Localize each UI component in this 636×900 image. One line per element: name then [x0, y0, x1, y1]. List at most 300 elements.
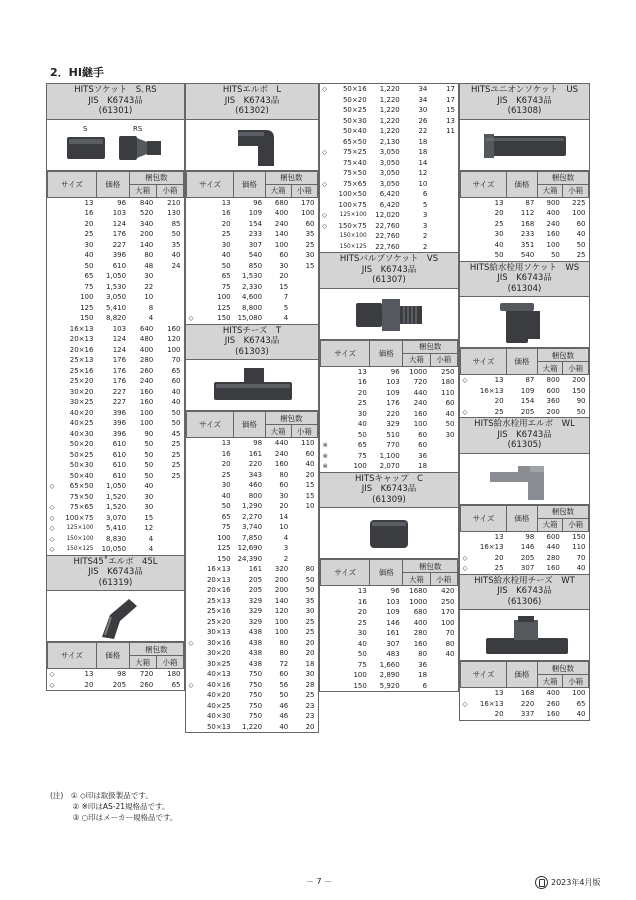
- product-jis: JIS K6743品: [361, 264, 417, 275]
- price-cell: 176: [112, 377, 127, 385]
- large-box-cell: 320: [274, 565, 289, 573]
- section-title: 2．HI継手: [50, 66, 104, 79]
- table-row: [187, 543, 318, 554]
- large-box-cell: 30: [418, 106, 428, 114]
- small-box-cell: 130: [167, 209, 181, 217]
- large-box-cell: 100: [139, 419, 154, 427]
- size-cell: 30×13: [206, 628, 231, 636]
- marker: ◇: [322, 179, 327, 188]
- marker: [320, 137, 331, 148]
- small-box-cell: [156, 303, 183, 314]
- price-cell: 5,410: [106, 303, 127, 312]
- price-cell: 1,220: [379, 116, 400, 125]
- marker: [321, 660, 332, 671]
- size-cell: 125×100: [339, 212, 367, 218]
- small-box-cell: 25: [305, 617, 315, 626]
- large-box-cell: 160: [413, 639, 428, 648]
- size-cell: 75×50: [69, 492, 94, 501]
- product-code: (61301): [98, 106, 133, 116]
- price-cell: 540: [248, 251, 263, 259]
- elbow-title: [186, 84, 318, 120]
- cap-image-area: [320, 508, 458, 559]
- table-row: [187, 659, 318, 670]
- price-cell: 8,830: [106, 534, 127, 543]
- price-cell: 96: [253, 198, 263, 207]
- marker: [321, 366, 332, 377]
- price-cell: 337: [520, 710, 535, 718]
- socket-label-s: S: [83, 124, 88, 133]
- table-row: [48, 513, 184, 524]
- small-box-cell: [430, 158, 458, 169]
- size-cell: 13: [84, 198, 94, 207]
- marker: [48, 219, 59, 230]
- marker: [187, 722, 197, 733]
- table-row: [187, 512, 318, 523]
- small-box-cell: [430, 670, 457, 681]
- marker: [48, 345, 59, 356]
- small-box-cell: [430, 147, 458, 158]
- large-box-cell: 4: [148, 314, 154, 322]
- table-row: [461, 240, 589, 251]
- table-row: [187, 564, 318, 575]
- size-cell: 40×25: [206, 701, 231, 710]
- product-name: HITSエルボ L: [222, 85, 282, 95]
- price-cell: 8,820: [106, 314, 127, 322]
- size-cell: 65×50: [342, 137, 367, 146]
- price-cell: 3,050: [106, 293, 127, 301]
- elbow45-title: [47, 556, 184, 592]
- product-code: (61302): [235, 106, 269, 116]
- size-cell: 125×100: [66, 525, 94, 531]
- size-cell: 16×13: [206, 565, 231, 573]
- marker: [461, 250, 471, 261]
- large-box-cell: 400: [413, 618, 428, 627]
- marker: [321, 597, 332, 608]
- product-code: (61319): [98, 577, 133, 588]
- size-cell: 25×13: [69, 356, 94, 364]
- small-box-cell: 160: [167, 324, 181, 333]
- small-box-cell: 15: [305, 481, 315, 489]
- table-row: [321, 597, 458, 608]
- table-row: [187, 208, 318, 219]
- product-code: (61303): [235, 346, 269, 357]
- union-socket-image-area: [460, 120, 589, 171]
- large-box-cell: 60: [418, 430, 428, 439]
- marker: [48, 387, 59, 398]
- product-code: (61308): [507, 106, 542, 116]
- table-row: [321, 681, 458, 692]
- large-box-cell: 18: [418, 462, 428, 470]
- large-box-cell: 4: [283, 314, 289, 322]
- size-cell: 40: [357, 639, 367, 648]
- table-header-row: [321, 560, 458, 573]
- valve-socket-product: [319, 253, 459, 473]
- size-cell: 75×65: [342, 179, 367, 188]
- size-header: サイズ: [461, 662, 507, 688]
- large-box-cell: 50: [279, 691, 289, 699]
- faucet-socket-product-image: [460, 297, 591, 347]
- marker: [461, 688, 471, 699]
- table-row: [187, 282, 318, 293]
- valve-socket-image-area: [320, 289, 458, 340]
- price-cell: 483: [386, 650, 400, 658]
- marker: [48, 250, 59, 261]
- marker: [321, 670, 332, 681]
- large-box-cell: 240: [274, 219, 289, 228]
- table-row: [320, 126, 458, 137]
- size-cell: 16×13: [69, 324, 94, 333]
- price-cell: 3,050: [379, 158, 400, 167]
- size-cell: 20×13: [69, 335, 94, 343]
- table-header-row: [48, 171, 184, 184]
- small-box-cell: 45: [171, 429, 181, 438]
- marker: [461, 396, 471, 407]
- price-cell: 540: [520, 251, 535, 259]
- large-box-cell: 1680: [409, 587, 428, 595]
- marker: [48, 471, 59, 482]
- table-row: [48, 481, 184, 492]
- size-cell: 40: [357, 420, 367, 428]
- table-row: [48, 376, 184, 387]
- table-row: [48, 471, 184, 482]
- large-box-header: 大箱: [537, 518, 563, 531]
- large-box-cell: 200: [274, 586, 289, 594]
- small-box-header: 小箱: [563, 518, 589, 531]
- large-box-cell: 18: [418, 137, 428, 146]
- marker: [48, 450, 59, 461]
- table-row: [461, 396, 589, 407]
- small-box-cell: 150: [572, 386, 586, 395]
- large-box-cell: 200: [274, 575, 289, 584]
- small-box-cell: 70: [576, 553, 586, 562]
- size-cell: 25: [357, 399, 367, 407]
- tee-image-area: [186, 360, 318, 411]
- table-row: [187, 585, 318, 596]
- table-row: [321, 670, 458, 681]
- table-row: [187, 722, 318, 733]
- marker: [187, 690, 197, 701]
- large-box-cell: 60: [279, 251, 289, 259]
- large-box-cell: 800: [546, 376, 560, 384]
- large-box-cell: 260: [546, 699, 560, 708]
- marker: ◇: [322, 148, 327, 156]
- small-box-cell: 25: [171, 461, 181, 469]
- marker: [48, 208, 59, 219]
- size-cell: 40: [84, 251, 94, 259]
- table-row: [187, 250, 318, 261]
- size-cell: 20: [494, 209, 504, 217]
- price-cell: 1,290: [242, 502, 263, 510]
- small-box-cell: 25: [576, 251, 586, 259]
- size-cell: 16: [357, 597, 367, 606]
- price-cell: 87: [525, 198, 535, 207]
- small-box-cell: 25: [305, 240, 315, 249]
- product-jis: JIS K6743品: [361, 484, 417, 494]
- price-header: 価格: [507, 171, 538, 197]
- large-box-cell: 50: [144, 471, 154, 480]
- marker: [187, 480, 197, 491]
- table-row: [187, 596, 318, 607]
- large-box-cell: 200: [139, 230, 154, 238]
- marker: [321, 377, 332, 388]
- size-cell: 75: [221, 282, 231, 291]
- size-cell: 50: [84, 261, 94, 270]
- price-cell: 1,220: [379, 85, 400, 93]
- product-name: HITS給水栓用ソケット WS: [469, 262, 580, 273]
- size-cell: 100×50: [338, 190, 367, 198]
- faucet-elbow-product: [459, 418, 590, 575]
- small-box-cell: 50: [171, 230, 181, 238]
- large-box-cell: 60: [418, 441, 428, 449]
- price-cell: 124: [112, 335, 127, 343]
- marker: [187, 522, 197, 533]
- small-box-cell: 180: [441, 378, 455, 386]
- price-cell: 6,420: [379, 200, 400, 209]
- price-cell: 124: [112, 345, 127, 354]
- marker: [48, 303, 59, 314]
- table-row: [48, 334, 184, 345]
- price-cell: 1,520: [106, 492, 127, 501]
- marker: ◇: [462, 376, 468, 384]
- marker: [48, 376, 59, 387]
- table-row: [48, 544, 184, 555]
- table-row: [48, 229, 184, 240]
- large-box-cell: 4: [148, 534, 154, 543]
- pack-header: 梱包数: [403, 340, 458, 353]
- size-cell: 20: [494, 553, 504, 562]
- marker: [320, 105, 331, 116]
- large-box-cell: 22: [418, 127, 428, 135]
- size-header: サイズ: [48, 643, 97, 669]
- cap-title: [320, 473, 458, 509]
- size-cell: 100: [80, 293, 94, 301]
- size-cell: 30×20: [206, 649, 231, 657]
- price-header: 価格: [234, 171, 265, 197]
- large-box-cell: 680: [274, 198, 289, 207]
- size-cell: 75: [221, 523, 231, 531]
- size-cell: 13: [494, 376, 504, 384]
- table-row: [187, 261, 318, 272]
- price-cell: 96: [390, 587, 400, 595]
- price-cell: 800: [248, 491, 263, 500]
- price-cell: 610: [112, 440, 127, 448]
- product-jis: JIS K6743品: [224, 336, 280, 346]
- pack-header: 梱包数: [537, 505, 588, 518]
- large-box-cell: 20: [279, 272, 289, 280]
- size-cell: 16×13: [479, 699, 504, 708]
- price-cell: 750: [248, 701, 263, 710]
- small-box-cell: [291, 543, 317, 554]
- table-row: [320, 147, 458, 158]
- small-box-cell: 35: [305, 596, 315, 605]
- price-cell: 3,050: [379, 148, 400, 156]
- small-box-cell: 85: [171, 219, 181, 228]
- size-cell: 25: [494, 407, 504, 416]
- price-cell: 109: [520, 386, 535, 395]
- size-cell: 20: [84, 219, 94, 228]
- table-row: [48, 397, 184, 408]
- marker: [48, 355, 59, 366]
- large-box-cell: 100: [274, 617, 289, 626]
- marker: [461, 542, 471, 553]
- price-cell: 146: [520, 543, 535, 551]
- size-cell: 13: [357, 367, 367, 376]
- socket-product-image: [47, 120, 186, 170]
- marker: ※: [322, 451, 328, 460]
- marker: [320, 116, 331, 127]
- price-cell: 10,050: [101, 545, 127, 553]
- union-socket-title: [460, 84, 589, 120]
- marker: [461, 531, 471, 542]
- table-row: [320, 137, 458, 148]
- size-cell: 150×125: [66, 546, 94, 552]
- product-name: HITS45˚エルボ 45L: [73, 556, 158, 567]
- size-cell: 25: [357, 618, 367, 627]
- size-cell: 40×30: [69, 429, 94, 438]
- marker: [48, 240, 59, 251]
- price-cell: 161: [386, 629, 400, 637]
- table-row: [48, 219, 184, 230]
- price-cell: 154: [248, 219, 263, 228]
- small-box-cell: [430, 200, 458, 211]
- size-cell: 100: [217, 293, 231, 301]
- size-cell: 40×30: [206, 712, 231, 720]
- marker: ※: [322, 462, 328, 470]
- size-cell: 25×20: [206, 617, 231, 626]
- price-cell: 396: [112, 419, 127, 427]
- small-box-cell: 60: [171, 377, 181, 385]
- marker: [187, 669, 197, 680]
- small-box-cell: 23: [305, 712, 315, 720]
- size-cell: 13: [494, 689, 504, 697]
- marker: [187, 229, 197, 240]
- small-box-cell: 18: [305, 659, 315, 668]
- elbow45-product: [46, 556, 185, 692]
- small-box-cell: 120: [167, 335, 181, 343]
- large-box-cell: 30: [144, 492, 154, 501]
- marker: [187, 596, 197, 607]
- product-jis: JIS K6743品: [88, 95, 143, 106]
- size-cell: 50×13: [206, 722, 231, 731]
- small-box-cell: 24: [171, 261, 181, 270]
- marker: [187, 438, 197, 449]
- table-row: [187, 617, 318, 628]
- marker: [321, 388, 332, 399]
- table-header-row: [187, 171, 318, 184]
- small-box-cell: [430, 440, 457, 451]
- tee-product: [185, 325, 319, 734]
- table-row: [48, 303, 184, 314]
- product-jis: JIS K6743品: [88, 567, 143, 577]
- marker: ◇: [462, 699, 468, 708]
- small-box-cell: 60: [576, 219, 586, 228]
- price-cell: 205: [248, 586, 263, 594]
- price-cell: 1,050: [106, 482, 127, 490]
- large-box-cell: 12: [144, 524, 154, 532]
- size-cell: 65: [221, 272, 231, 280]
- size-cell: 16×13: [479, 386, 504, 395]
- marker: ◇: [322, 211, 327, 219]
- table-row: [461, 709, 589, 720]
- size-header: サイズ: [321, 560, 370, 586]
- table-row: [321, 607, 458, 618]
- large-box-cell: 100: [274, 628, 289, 636]
- table-row: [461, 197, 589, 208]
- marker: [321, 628, 332, 639]
- price-cell: 3,740: [242, 523, 263, 531]
- size-header: サイズ: [48, 171, 97, 197]
- price-cell: 124: [112, 219, 127, 228]
- edition: [535, 876, 600, 889]
- marker: [187, 648, 197, 659]
- large-box-cell: 280: [139, 356, 154, 364]
- table-row: [321, 409, 458, 420]
- large-box-cell: 440: [274, 439, 289, 447]
- marker: [320, 231, 331, 242]
- price-cell: 307: [520, 564, 535, 572]
- marker: [187, 470, 197, 481]
- size-cell: 25×13: [206, 596, 231, 605]
- size-cell: 65: [221, 512, 231, 521]
- table-row: [187, 648, 318, 659]
- small-box-cell: 35: [171, 240, 181, 249]
- marker: [320, 242, 331, 253]
- price-cell: 610: [112, 450, 127, 459]
- large-box-cell: 10: [144, 293, 154, 301]
- price-cell: 850: [248, 261, 263, 270]
- table-row: [320, 179, 458, 190]
- price-cell: 1,100: [379, 451, 400, 460]
- price-cell: 329: [248, 617, 263, 626]
- large-box-header: 大箱: [403, 353, 430, 366]
- marker: [321, 649, 332, 660]
- union-socket-table: [460, 171, 589, 261]
- faucet-elbow-product-image: [460, 454, 591, 504]
- large-box-cell: 90: [144, 429, 154, 438]
- table-row: [187, 303, 318, 314]
- size-cell: 20: [494, 710, 504, 718]
- marker: [48, 282, 59, 293]
- small-box-cell: 17: [446, 95, 455, 104]
- table-header-row: [461, 505, 589, 518]
- price-cell: 1,520: [106, 503, 127, 511]
- small-box-cell: 40: [171, 251, 181, 259]
- large-box-cell: 80: [144, 251, 154, 259]
- price-cell: 438: [248, 638, 263, 647]
- table-row: [320, 221, 458, 232]
- faucet-tee-product-image: [460, 610, 591, 660]
- price-cell: 750: [248, 670, 263, 678]
- table-row: [187, 701, 318, 712]
- small-box-cell: 50: [576, 240, 586, 249]
- small-box-header: 小箱: [430, 353, 457, 366]
- price-cell: 329: [386, 420, 400, 428]
- marker: [187, 459, 197, 470]
- price-cell: 98: [117, 670, 127, 678]
- large-box-header: 大箱: [537, 675, 563, 688]
- size-cell: 50×20: [342, 95, 367, 104]
- marker: [187, 617, 197, 628]
- large-box-cell: 7: [283, 293, 289, 301]
- price-cell: 161: [248, 449, 263, 458]
- size-cell: 40×13: [206, 670, 231, 678]
- size-cell: 75: [357, 660, 367, 669]
- small-box-cell: 50: [171, 419, 181, 427]
- small-box-cell: 70: [445, 629, 455, 637]
- price-cell: 5,410: [106, 524, 127, 532]
- price-header: 価格: [370, 560, 403, 586]
- marker: [48, 229, 59, 240]
